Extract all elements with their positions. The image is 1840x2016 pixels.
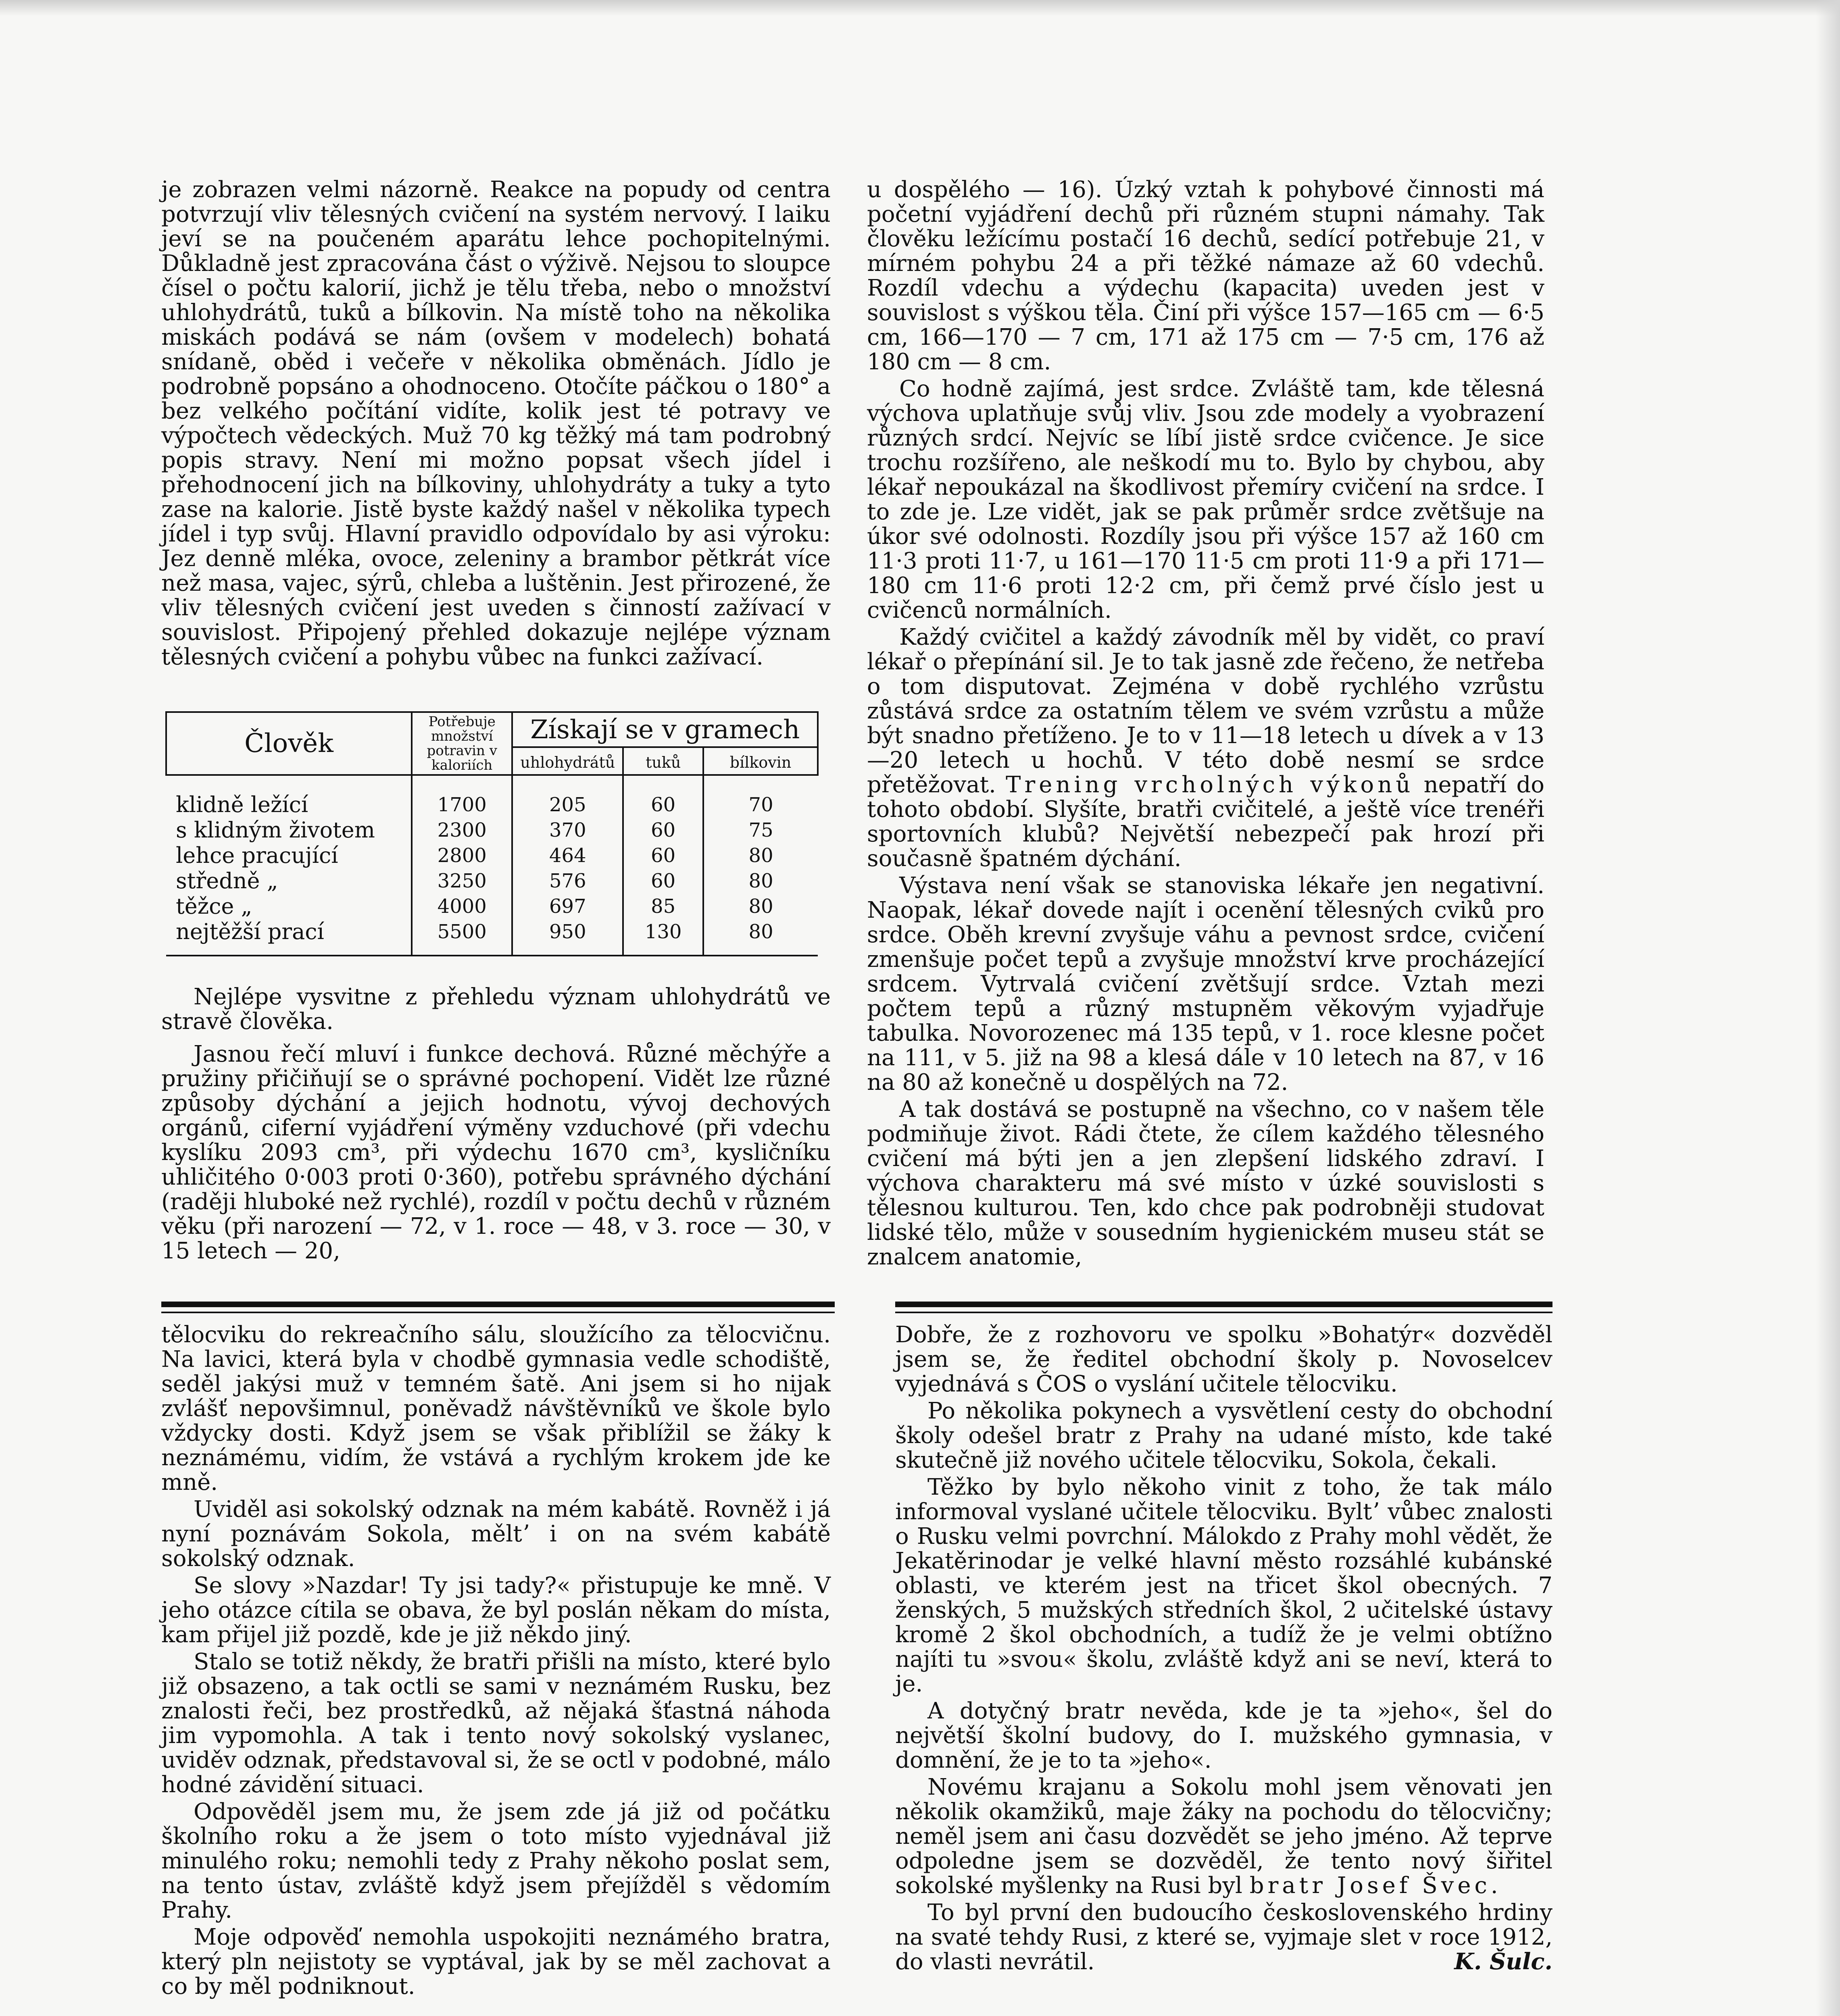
table-cell: 3250 <box>412 868 512 893</box>
paragraph: Stalo se totiž někdy, že bratři přišli na místo, které bylo již obsazeno, a tak octli se sami v neznámém Rusku, bez znalosti řeči, bez prostředků, až nějaká šťastná náhoda jim vypomohla. A tak i tento nový sokolský vyslanec, uviděv odznak, představoval si, že se octl v podobné, málo hodné závidění situaci. <box>161 1649 831 1798</box>
table-header-carbs: uhlohydrátů <box>512 747 623 775</box>
section-rule-right-thin <box>895 1312 1552 1313</box>
table-cell: lehce pracující <box>176 843 338 868</box>
table-header-protein: bílkovin <box>703 747 818 775</box>
table-cell: 4000 <box>412 893 512 919</box>
table-cell: 1700 <box>412 775 512 817</box>
table-header-grams: Získají se v gramech <box>512 712 818 747</box>
spaced-emphasis: Trening vrcholných výkonů <box>1006 772 1414 798</box>
paragraph: Co hodně zajímá, jest srdce. Zvláště tam, kde tělesná výchova uplatňuje svůj vliv. Jsou zde modely a vyobrazení různých srdcí. Nejvíc se líbí jistě srdce cvičence. Je sice trochu rozšířeno, ale neškodí mu to. Bylo by chybou, aby lékař nepoukázal na škodlivost přemíry cvičení na srdce. I to zde je. Lze vidět, jak se pak průměr srdce zvětšuje na úkor své odolnosti. Rozdíly jsou při výšce 157 až 160 cm 11·3 proti 11·7, u 161—170 11·5 cm proti 11·9 a při 171—180 cm 11·6 proti 12·2 cm, při čemž prvé číslo jest u cvičenců normálních. <box>867 376 1544 623</box>
paragraph <box>867 625 1544 871</box>
table-row <box>166 775 818 817</box>
table-row <box>166 893 818 919</box>
paragraph: tělocviku do rekreačního sálu, sloužícího za tělocvičnu. Na lavici, která byla v chodbě gymnasia vedle schodiště, seděl jakýsi muž v temném šatě. Ani jsem si ho nijak zvlášť nepovšimnul, poněvadž návštěvníků ve škole bylo vždycky dosti. Když jsem se však přiblížil se žáky k neznámému, vidím, že vstává a rychlým krokem jde ke mně. <box>161 1322 831 1495</box>
table-cell: 205 <box>512 775 623 817</box>
table-cell: 80 <box>703 919 818 956</box>
table-header-person: Člověk <box>166 712 412 775</box>
paragraph: Po několika pokynech a vysvětlení cesty do obchodní školy odešel bratr z Prahy na udané místo, kde také skutečně již nového učitele tělocviku, Sokola, čekali. <box>895 1398 1552 1473</box>
table-header-fat: tuků <box>623 747 703 775</box>
paragraph: Nejlépe vysvitne z přehledu význam uhlohydrátů ve stravě člověka. <box>161 984 831 1035</box>
table-cell: 576 <box>512 868 623 893</box>
table-cell: 950 <box>512 919 623 956</box>
paragraph: Dobře, že z rozhovoru ve spolku »Bohatýr« dozvěděl jsem se, že ředitel obchodní školy p. Novoselcev vyjednává s ČOS o vyslání učitele tělocviku. <box>895 1322 1552 1397</box>
scan-right-edge <box>1816 0 1840 2016</box>
table-cell: 85 <box>623 893 703 919</box>
table-header-calories: Potřebuje množství potravin v kaloriích <box>412 712 512 775</box>
table-cell: klidně ležící <box>176 792 308 817</box>
table-cell: 80 <box>703 893 818 919</box>
table-row <box>166 843 818 868</box>
section-rule-left-thin <box>161 1312 835 1313</box>
table-cell: 70 <box>703 775 818 817</box>
bottom-right-column <box>895 1322 1552 1976</box>
paragraph: A tak dostává se postupně na všechno, co v našem těle podmiňuje život. Rádi čtete, že cílem každého tělesného cvičení má býti jen a jen zlepšení lidského zdraví. I výchova charakteru má své místo v úzké souvislosti s tělesnou kulturou. Ten, kdo chce pak podrobněji studovat lidské tělo, může v sousedním hygienickém museu stát se znalcem anatomie, <box>867 1096 1544 1270</box>
paragraph-text: Novému krajanu a Sokolu mohl jsem věnovati jen několik okamžiků, maje žáky na pochodu do tělocvičny; neměl jsem ani času dozvědět se jeho jméno. Až teprve odpoledne jsem se dozvěděl, že tento nový šiřitel sokolské myšlenky na Rusi byl <box>895 1774 1552 1899</box>
table-cell: 5500 <box>412 919 512 956</box>
paragraph-text: To byl první den budoucího československého hrdiny na svaté tehdy Rusi, z které se, vyjmaje slet v roce 1912, do vlasti nevrátil. <box>895 1899 1552 1975</box>
paragraph-text: nepatří do tohoto období. Slyšíte, bratři cvičitelé, a ještě více trenéři sportovních klubů? Největší nebezpečí pak hrozí při současně špatném dýchání. <box>867 772 1545 872</box>
table-cell: 60 <box>623 868 703 893</box>
paragraph: Uviděl asi sokolský odznak na mém kabátě. Rovněž i já nyní poznávám Sokola, měltʼ i on na svém kabátě sokolský odznak. <box>161 1496 831 1572</box>
table-cell: s klidným životem <box>176 817 375 843</box>
paragraph: u dospělého — 16). Úzký vztah k pohybové činnosti má početní vyjádření dechů při různém stupni námahy. Tak člověku ležícímu postačí 16 dechů, sedící potřebuje 21, v mírném pohybu 24 a při těžké námaze až 60 vdechů. Rozdíl vdechu a výdechu (kapacita) uveden jest v souvislost s výškou těla. Činí při výšce 157—165 cm — 6·5 cm, 166—170 — 7 cm, 171 až 175 cm — 7·5 cm, 176 až 180 cm — 8 cm. <box>867 177 1544 375</box>
paragraph: je zobrazen velmi názorně. Reakce na popudy od centra potvrzují vliv tělesných cvičení na systém nervový. I laiku jeví se na poučeném aparátu lehce pochopitelnými. Důkladně jest zpracována část o výživě. Nejsou to sloupce čísel o počtu kalorií, jichž je tělu třeba, nebo o množství uhlohydrátů, tuků a bílkovin. Na místě toho na několika miskách podává se nám (ovšem v modelech) bohatá snídaně, oběd i večeře v několika obměnách. Jídlo je podrobně popsáno a ohodnoceno. Otočíte páčkou o 180° a bez velkého počítání vidíte, kolik jest té potravy ve výpočtech vědeckých. Muž 70 kg těžký má tam podrobný popis stravy. Není mi možno popsat všech jídel i přehodnocení jich na bílkoviny, uhlohydráty a tuky a tyto zase na kalorie. Jistě byste každý našel v několika typech jídel i typ svůj. Hlavní pravidlo odpovídalo by asi výroku: Jez denně mléka, ovoce, zeleniny a brambor pětkrát více než masa, vajec, sýrů, chleba a luštěnin. Jest přirozené, že vliv tělesných cvičení jest uveden s činností zažívací v souvislost. Připojený přehled dokazuje nejlépe význam tělesných cvičení a pohybu vůbec na funkci zažívací. <box>161 177 831 670</box>
table-cell: středně „ <box>176 868 278 893</box>
table-row <box>166 817 818 843</box>
paragraph: Výstava není však se stanoviska lékaře jen negativní. Naopak, lékař dovede najít i ocenění tělesných cviků pro srdce. Oběh krevní zvyšuje váhu a pevnost srdce, cvičení zmenšuje počet tepů a zvyšuje množství krve procházející srdcem. Vytrvalá cvičení zvětšují srdce. Vztah mezi počtem tepů a různý mstupněm věkovým vyjadřuje tabulka. Novorozenec má 135 tepů, v 1. roce klesne počet na 111, v 5. již na 98 a klesá dále v 10 letech na 87, v 16 na 80 až konečně u dospělých na 72. <box>867 873 1544 1095</box>
table-cell: 60 <box>623 817 703 843</box>
table-cell: 80 <box>703 868 818 893</box>
section-rule-right <box>895 1302 1552 1307</box>
paragraph: Jasnou řečí mluví i funkce dechová. Různé měchýře a pružiny přičiňují se o správné pochopení. Vidět lze různé způsoby dýchání a jejich hodnotu, vývoj dechových orgánů, ciferní vyjádření výměny vzduchové (při vdechu kyslíku 2093 cm³, při výdechu 1670 cm³, kysličníku uhličitého 0·003 proti 0·360), potřebu správného dýchání (raději hluboké než rychlé), rozdíl v počtu dechů v různém věku (při narození — 72, v 1. roce — 48, v 3. roce — 30, v 15 letech — 20, <box>161 1041 831 1264</box>
top-left-column <box>161 177 831 1266</box>
table-row <box>166 919 818 956</box>
paragraph: Těžko by bylo někoho vinit z toho, že tak málo informoval vyslané učitele tělocviku. Byltʼ vůbec znalosti o Rusku velmi povrchní. Málokdo z Prahy mohl vědět, že Jekatěrinodar je velké hlavní město rozsáhlé kubánské oblasti, ve kterém jest na třicet škol obecných. 7 ženských, 5 mužských středních škol, 2 učitelské ústavy kromě 2 škol obchodních, a tudíž že je velmi obtížno najíti tu »svou« školu, zvláště když ani se neví, která to je. <box>895 1474 1552 1697</box>
table-cell: 464 <box>512 843 623 868</box>
table-cell: 2300 <box>412 817 512 843</box>
table-row <box>166 868 818 893</box>
table-cell: 60 <box>623 775 703 817</box>
table-cell: 2800 <box>412 843 512 868</box>
scan-top-edge <box>0 0 1840 16</box>
nutrition-table <box>165 711 819 956</box>
paragraph: Odpověděl jsem mu, že jsem zde já již od počátku školního roku a že jsem o toto místo vyjednával již minulého roku; nemohli tedy z Prahy někoho poslat sem, na tento ústav, zvláště když jsem přejížděl s vědomím Prahy. <box>161 1799 831 1923</box>
table-cell: 697 <box>512 893 623 919</box>
table-cell: 370 <box>512 817 623 843</box>
section-rule-left <box>161 1302 835 1307</box>
top-right-column <box>867 177 1544 1272</box>
author-signature: K. Šulc. <box>1454 1948 1552 1975</box>
paragraph: Se slovy »Nazdar! Ty jsi tady?« přistupuje ke mně. V jeho otázce cítila se obava, že byl poslán někam do místa, kam přijel již pozdě, kde je již někdo jiný. <box>161 1572 831 1648</box>
paragraph: A dotyčný bratr nevěda, kde je ta »jeho«, šel do největší školní budovy, do I. mužského gymnasia, v domnění, že je to ta »jeho«. <box>895 1698 1552 1773</box>
spaced-name: bratr Josef Švec. <box>1249 1872 1502 1899</box>
paragraph: Moje odpověď nemohla uspokojiti neznámého bratra, který pln nejistoty se vyptával, jak by se měl zachovat a co by měl podniknout. <box>161 1924 831 1999</box>
bottom-left-column <box>161 1322 831 2001</box>
table-cell: těžce „ <box>176 893 252 919</box>
table-cell: 130 <box>623 919 703 956</box>
table-cell: 80 <box>703 843 818 868</box>
table-cell: 75 <box>703 817 818 843</box>
paragraph <box>895 1900 1552 1974</box>
paragraph-text: Každý cvičitel a každý závodník měl by vidět, co praví lékař o přepínání sil. Je to tak jasně zde řečeno, že netřeba o tom disputovat. Zejména v době rychlého vzrůstu zůstává srdce za ostatním tělem ve svém vzrůstu a může být snadno přetíženo. Je to v 11—18 letech u dívek a v 13—20 letech u hochů. V této době nesmí se srdce přetěžovat. <box>867 624 1544 798</box>
table-cell: 60 <box>623 843 703 868</box>
paragraph <box>895 1775 1552 1898</box>
table-cell: nejtěžší prací <box>166 919 412 956</box>
